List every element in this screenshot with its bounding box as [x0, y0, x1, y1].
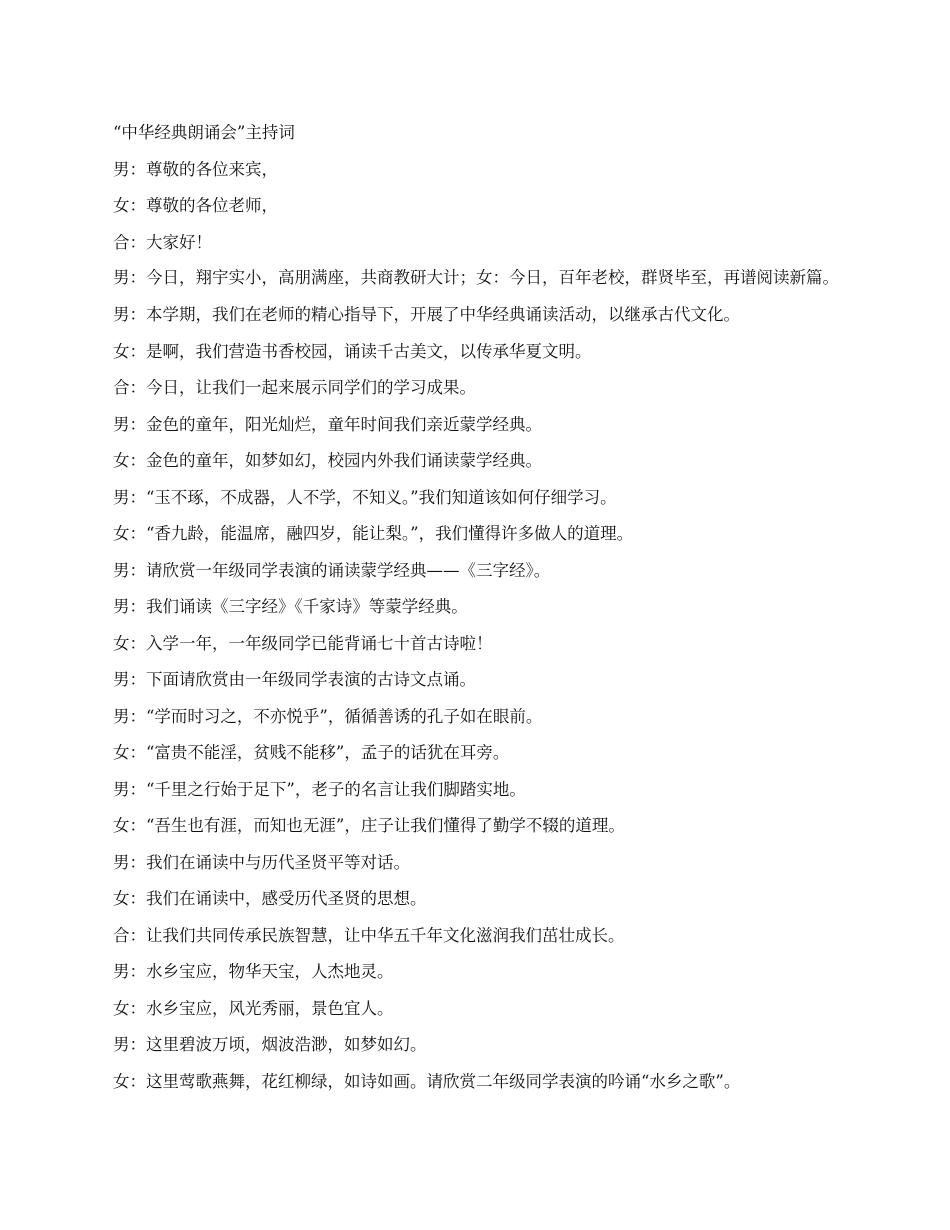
script-line: 男：水乡宝应，物华天宝，人杰地灵。	[113, 962, 394, 981]
document-body	[113, 122, 843, 1107]
script-line: 女：水乡宝应，风光秀丽，景色宜人。	[113, 998, 394, 1018]
script-line: 女：金色的童年，如梦如幻，校园内外我们诵读蒙学经典。	[113, 451, 542, 470]
script-line: 男：尊敬的各位来宾，	[113, 159, 278, 179]
script-line: 女：“香九龄，能温席，融四岁，能让梨。”，我们懂得许多做人的道理。	[113, 524, 634, 543]
document-title: “中华经典朗诵会”主持词	[113, 123, 295, 142]
script-line: 男：“学而时习之，不亦悦乎”，循循善诱的孔子如在眼前。	[113, 706, 543, 726]
script-line: 男：这里碧波万顷，烟波浩渺，如梦如幻。	[113, 1035, 427, 1054]
script-line: 男：本学期，我们在老师的精心指导下，开展了中华经典诵读活动，以继承古代文化。	[113, 305, 740, 324]
script-line: 男：我们诵读《三字经》《千家诗》等蒙学经典。	[113, 597, 468, 616]
script-line: 女：这里莺歌燕舞，花红柳绿，如诗如画。请欣赏二年级同学表演的吟诵“水乡之歌”。	[113, 1071, 741, 1091]
script-line: 男：下面请欣赏由一年级同学表演的古诗文点诵。	[113, 670, 476, 689]
script-line: 男：请欣赏一年级同学表演的诵读蒙学经典——《三字经》。	[113, 560, 551, 580]
script-line: 合：今日，让我们一起来展示同学们的学习成果。	[113, 378, 476, 397]
script-line: 合：让我们共同传承民族智慧，让中华五千年文化滋润我们茁壮成长。	[113, 925, 625, 945]
script-line: 男：金色的童年，阳光灿烂，童年时间我们亲近蒙学经典。	[113, 414, 542, 434]
script-line: 男：今日，翔宇实小，高朋满座，共商教研大计；女：今日，百年老校，群贤毕至，再谱阅读新篇。	[113, 268, 839, 287]
script-line: 女：我们在诵读中，感受历代圣贤的思想。	[113, 889, 427, 908]
script-line: 男：我们在诵读中与历代圣贤平等对话。	[113, 852, 410, 872]
script-line: 女：“富贵不能淫，贫贱不能移”，孟子的话犹在耳旁。	[113, 743, 510, 762]
script-line: 男：“千里之行始于足下”，老子的名言让我们脚踏实地。	[113, 779, 526, 799]
script-line: 女：是啊，我们营造书香校园，诵读千古美文，以传承华夏文明。	[113, 341, 592, 361]
script-line: 女：入学一年，一年级同学已能背诵七十首古诗啦！	[113, 633, 493, 653]
script-line: 女：“吾生也有涯，而知也无涯”，庄子让我们懂得了勤学不辍的道理。	[113, 816, 625, 835]
script-line: 合：大家好！	[113, 232, 212, 252]
script-line: 男：“玉不琢，不成器，人不学，不知义。”我们知道该如何仔细学习。	[113, 487, 617, 507]
script-line: 女：尊敬的各位老师，	[113, 196, 278, 215]
